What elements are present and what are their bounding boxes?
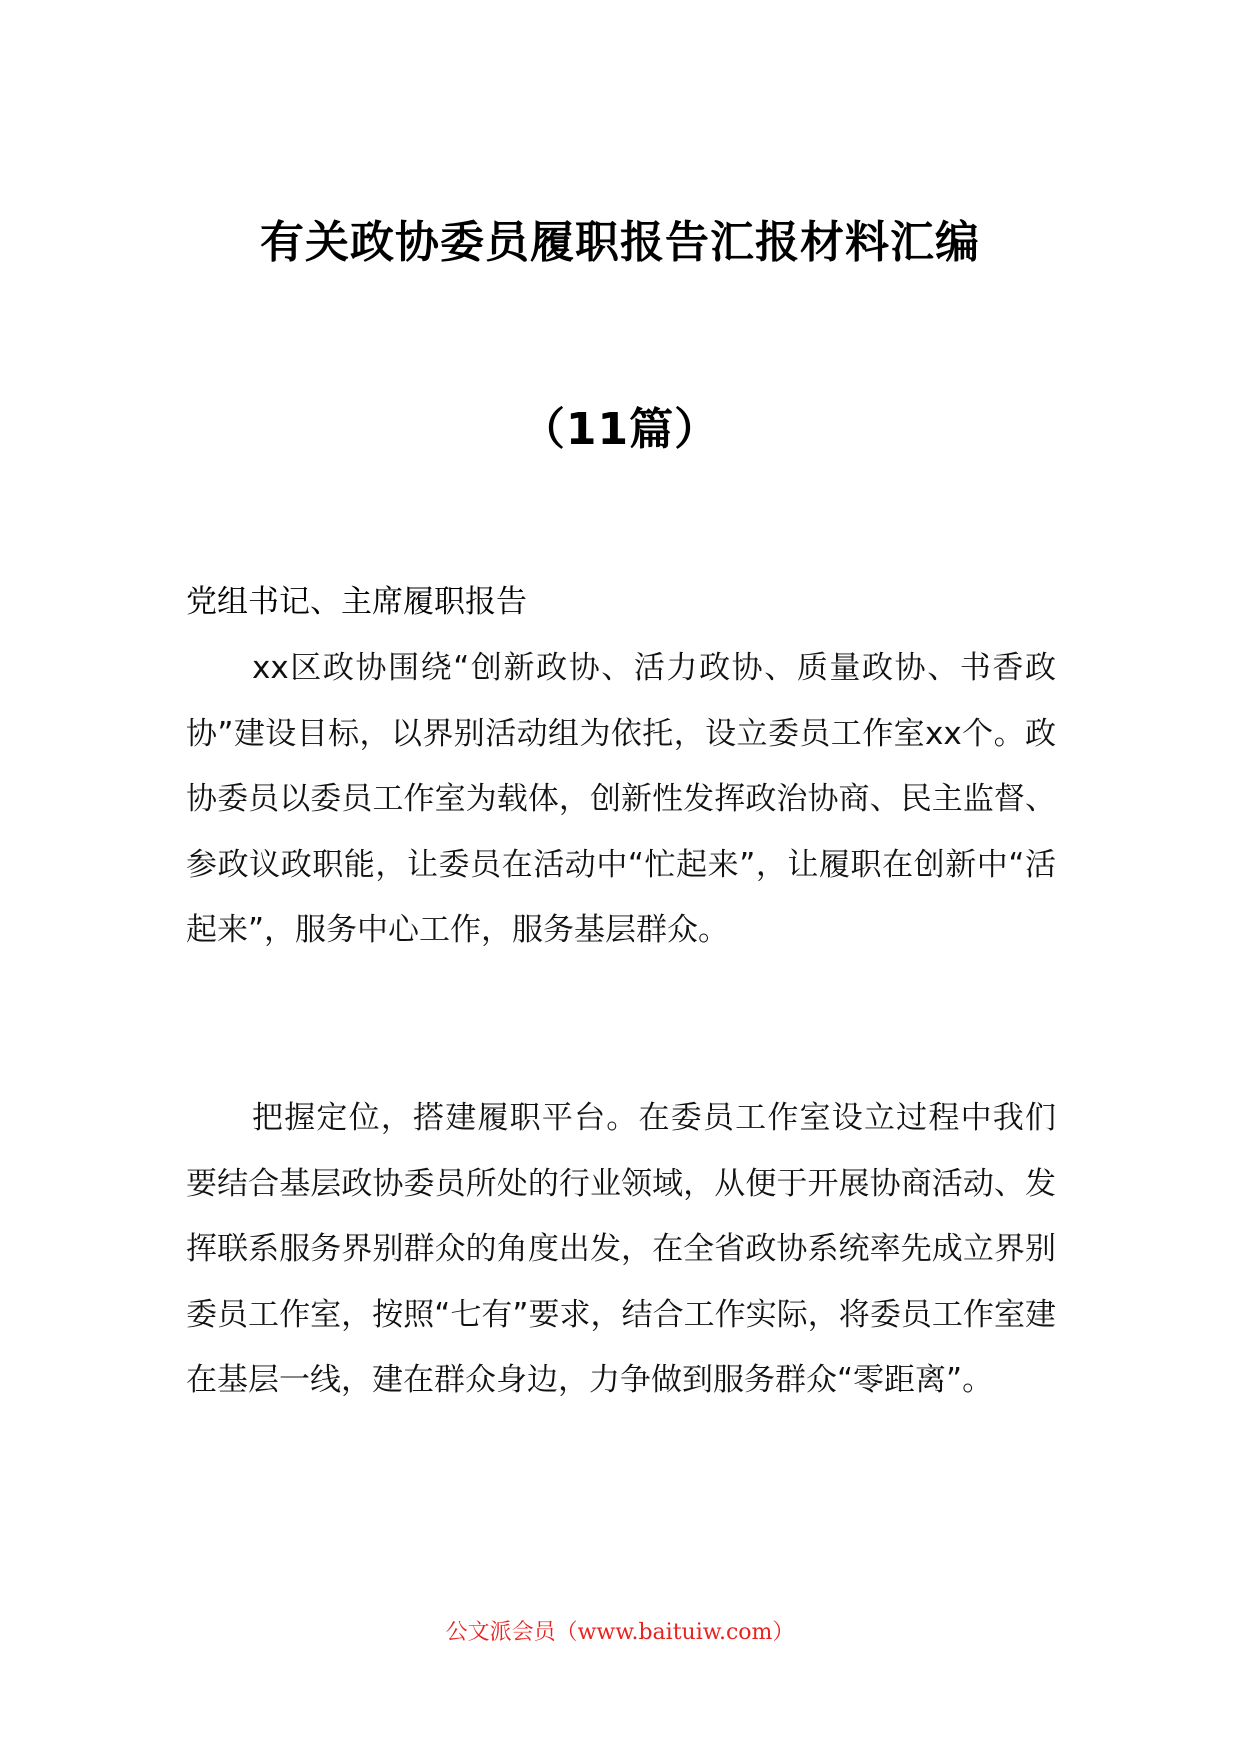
footer-watermark: 公文派会员（www.baituiw.com） [445, 1620, 795, 1645]
document-title: 有关政协委员履职报告汇报材料汇编 [260, 217, 980, 268]
section-heading: 党组书记、主席履职报告 [186, 584, 527, 620]
paragraph-2: 把握定位，搭建履职平台。在委员工作室设立过程中我们要结合基层政协委员所处的行业领域，从便于开展协商活动、发挥联系服务界别群众的角度出发，在全省政协系统率先成立界别委员工作室，按照“七有”要求，结合工作实际，将委员工作室建在基层一线，建在群众身边，力争做到服务群众“零距离”。 [186, 1100, 1056, 1398]
document-subtitle: （11篇） [520, 404, 720, 455]
paragraph-1: xx区政协围绕“创新政协、活力政协、质量政协、书香政协”建设目标，以界别活动组为依托，设立委员工作室xx个。政协委员以委员工作室为载体，创新性发挥政治协商、民主监督、参政议政职能，让委员在活动中“忙起来”，让履职在创新中“活起来”，服务中心工作，服务基层群众。 [186, 650, 1056, 948]
